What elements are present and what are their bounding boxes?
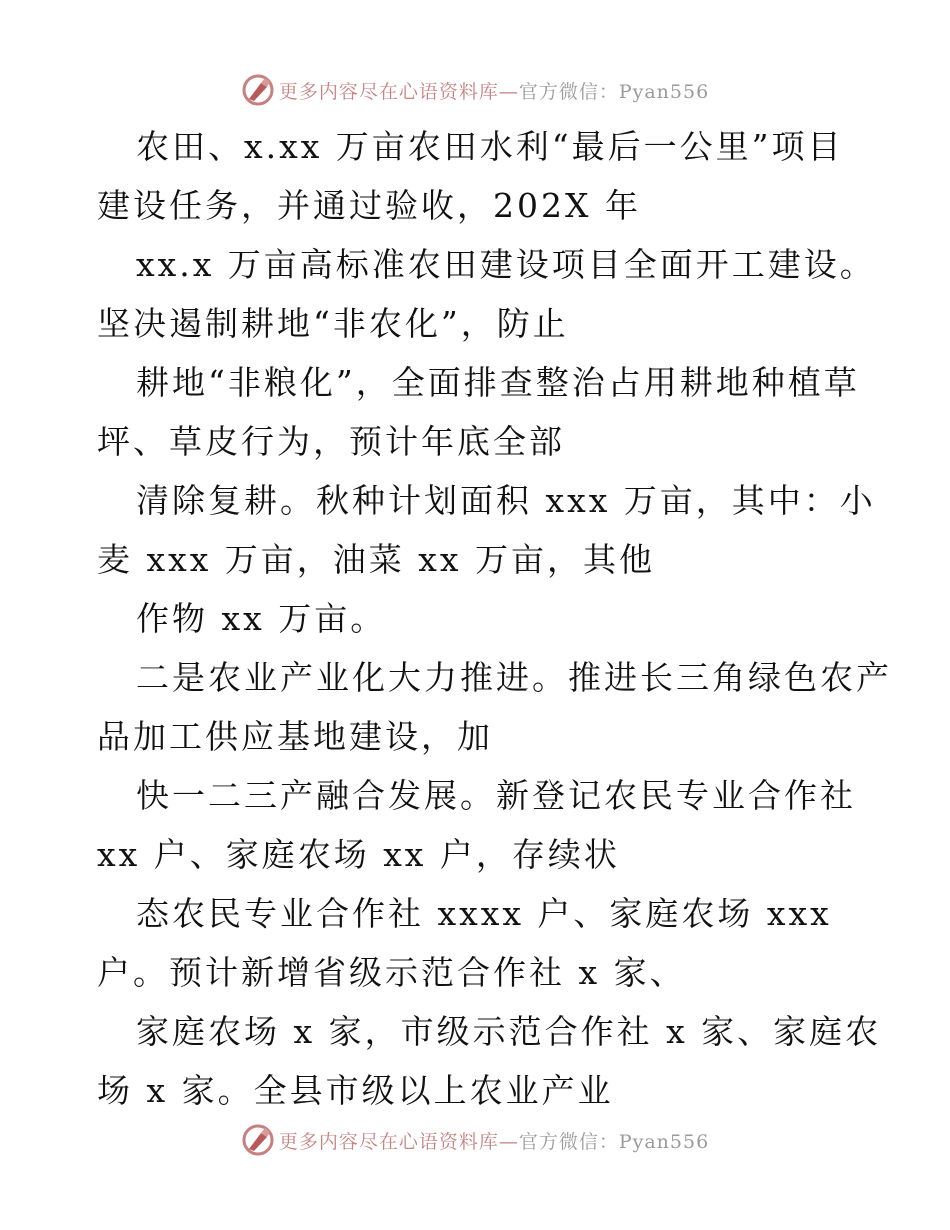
watermark-text: 更多内容尽在心语资料库—官方微信：Pyan556	[278, 1130, 710, 1153]
body-line: 二是农业产业化大力推进。推进长三角绿色农产	[136, 658, 892, 697]
body-line: 家庭农场 x 家，市级示范合作社 x 家、家庭农	[136, 1012, 882, 1051]
watermark-contact: 官方微信：Pyan556	[518, 80, 710, 103]
body-line: xx 户、家庭农场 xx 户，存续状	[97, 835, 620, 874]
body-line: 作物 xx 万亩。	[136, 599, 387, 638]
pen-nib-circle-icon	[241, 1123, 275, 1157]
body-line: 农田、x.xx 万亩农田水利“最后一公里”项目	[136, 127, 844, 166]
body-line: 态农民专业合作社 xxxx 户、家庭农场 xxx	[136, 894, 832, 933]
body-line: 建设任务，并通过验收，202X 年	[97, 186, 641, 225]
body-line: 清除复耕。秋种计划面积 xxx 万亩，其中：小	[136, 481, 876, 520]
body-line: 场 x 家。全县市级以上农业产业	[97, 1071, 614, 1110]
body-line: 品加工供应基地建设，加	[97, 717, 493, 756]
body-line: 耕地“非粮化”，全面排查整治占用耕地种植草	[136, 363, 860, 402]
body-line: 坪、草皮行为，预计年底全部	[97, 422, 565, 461]
watermark-contact: 官方微信：Pyan556	[518, 1130, 710, 1153]
body-line: 坚决遏制耕地“非农化”，防止	[97, 304, 569, 343]
watermark-text: 更多内容尽在心语资料库—官方微信：Pyan556	[278, 80, 710, 103]
body-line: 快一二三产融合发展。新登记农民专业合作社	[136, 776, 856, 815]
body-line: xx.x 万亩高标准农田建设项目全面开工建设。	[136, 245, 876, 284]
watermark-footer	[0, 1120, 950, 1160]
body-line: 户。预计新增省级示范合作社 x 家、	[97, 953, 686, 992]
body-line: 麦 xxx 万亩，油菜 xx 万亩，其他	[97, 540, 656, 579]
